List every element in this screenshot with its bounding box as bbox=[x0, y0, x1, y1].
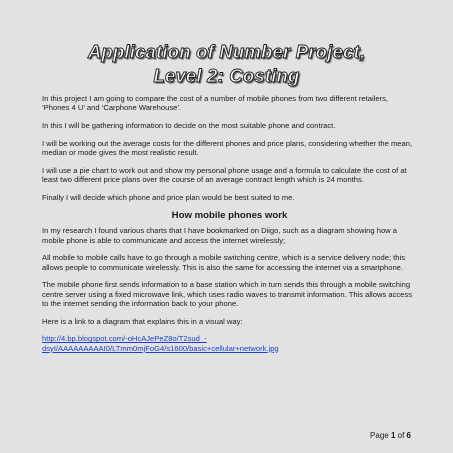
document-body bbox=[42, 94, 417, 361]
footer-page-word: Page bbox=[370, 431, 389, 440]
footer-of-word: of bbox=[397, 431, 405, 440]
document-title bbox=[0, 40, 453, 88]
title-line-2: Level 2: Costing bbox=[153, 65, 300, 86]
diagram-link-line-2[interactable]: dsyI/AAAAAAAAAI0/LTmm0mjFoG4/s1600/basic+cellular+network.jpg bbox=[42, 343, 279, 353]
intro-paragraph-5: Finally I will decide which phone and price plan would be best suited to me. bbox=[42, 192, 295, 202]
title-line-1: Application of Number Project, bbox=[87, 41, 366, 62]
intro-paragraph-1: In this project I am going to compare the cost of a number of mobile phones from two different retailers, ‘Phones 4 U’ and ‘Carphone Warehouse’. bbox=[42, 94, 388, 113]
section-paragraph-2: All mobile to mobile calls have to go through a mobile switching centre, which is a service delivery node; this allows people to communicate wirelessly. This is also the same for accessing the internet via a smartphone. bbox=[42, 253, 405, 272]
section-heading: How mobile phones work bbox=[171, 210, 288, 222]
intro-paragraph-4: I will use a pie chart to work out and show my personal phone usage and a formula to calculate the cost of at least two different price plans over the course of an average contract length which is 24 months. bbox=[42, 165, 407, 184]
footer-page-total: 6 bbox=[406, 431, 411, 440]
section-paragraph-3: The mobile phone first sends information to a base station which in turn sends this through a mobile switching centre server using a fixed microwave link, which uses radio waves to transmit information. This allows access to the internet sending the information back to your phone. bbox=[42, 280, 412, 308]
intro-paragraph-3: I will be working out the average costs for the different phones and price plans, considering whether the mean, median or mode gives the most realistic result. bbox=[42, 138, 413, 157]
page-footer bbox=[370, 431, 411, 441]
diagram-link-block bbox=[42, 334, 417, 353]
footer-page-number: 1 bbox=[390, 431, 396, 440]
section-paragraph-4: Here is a link to a diagram that explains this in a visual way: bbox=[42, 316, 243, 326]
diagram-link-line-1[interactable]: http://4.bp.blogspot.com/-oHcAJePeZ8o/T2sud_- bbox=[42, 334, 207, 344]
section-paragraph-1: In my research I found various charts that I have bookmarked on Diigo, such as a diagram showing how a mobile phone is able to communicate and access the internet wirelessly; bbox=[42, 226, 397, 245]
intro-paragraph-2: In this I will be gathering information to decide on the most suitable phone and contract. bbox=[42, 121, 336, 130]
